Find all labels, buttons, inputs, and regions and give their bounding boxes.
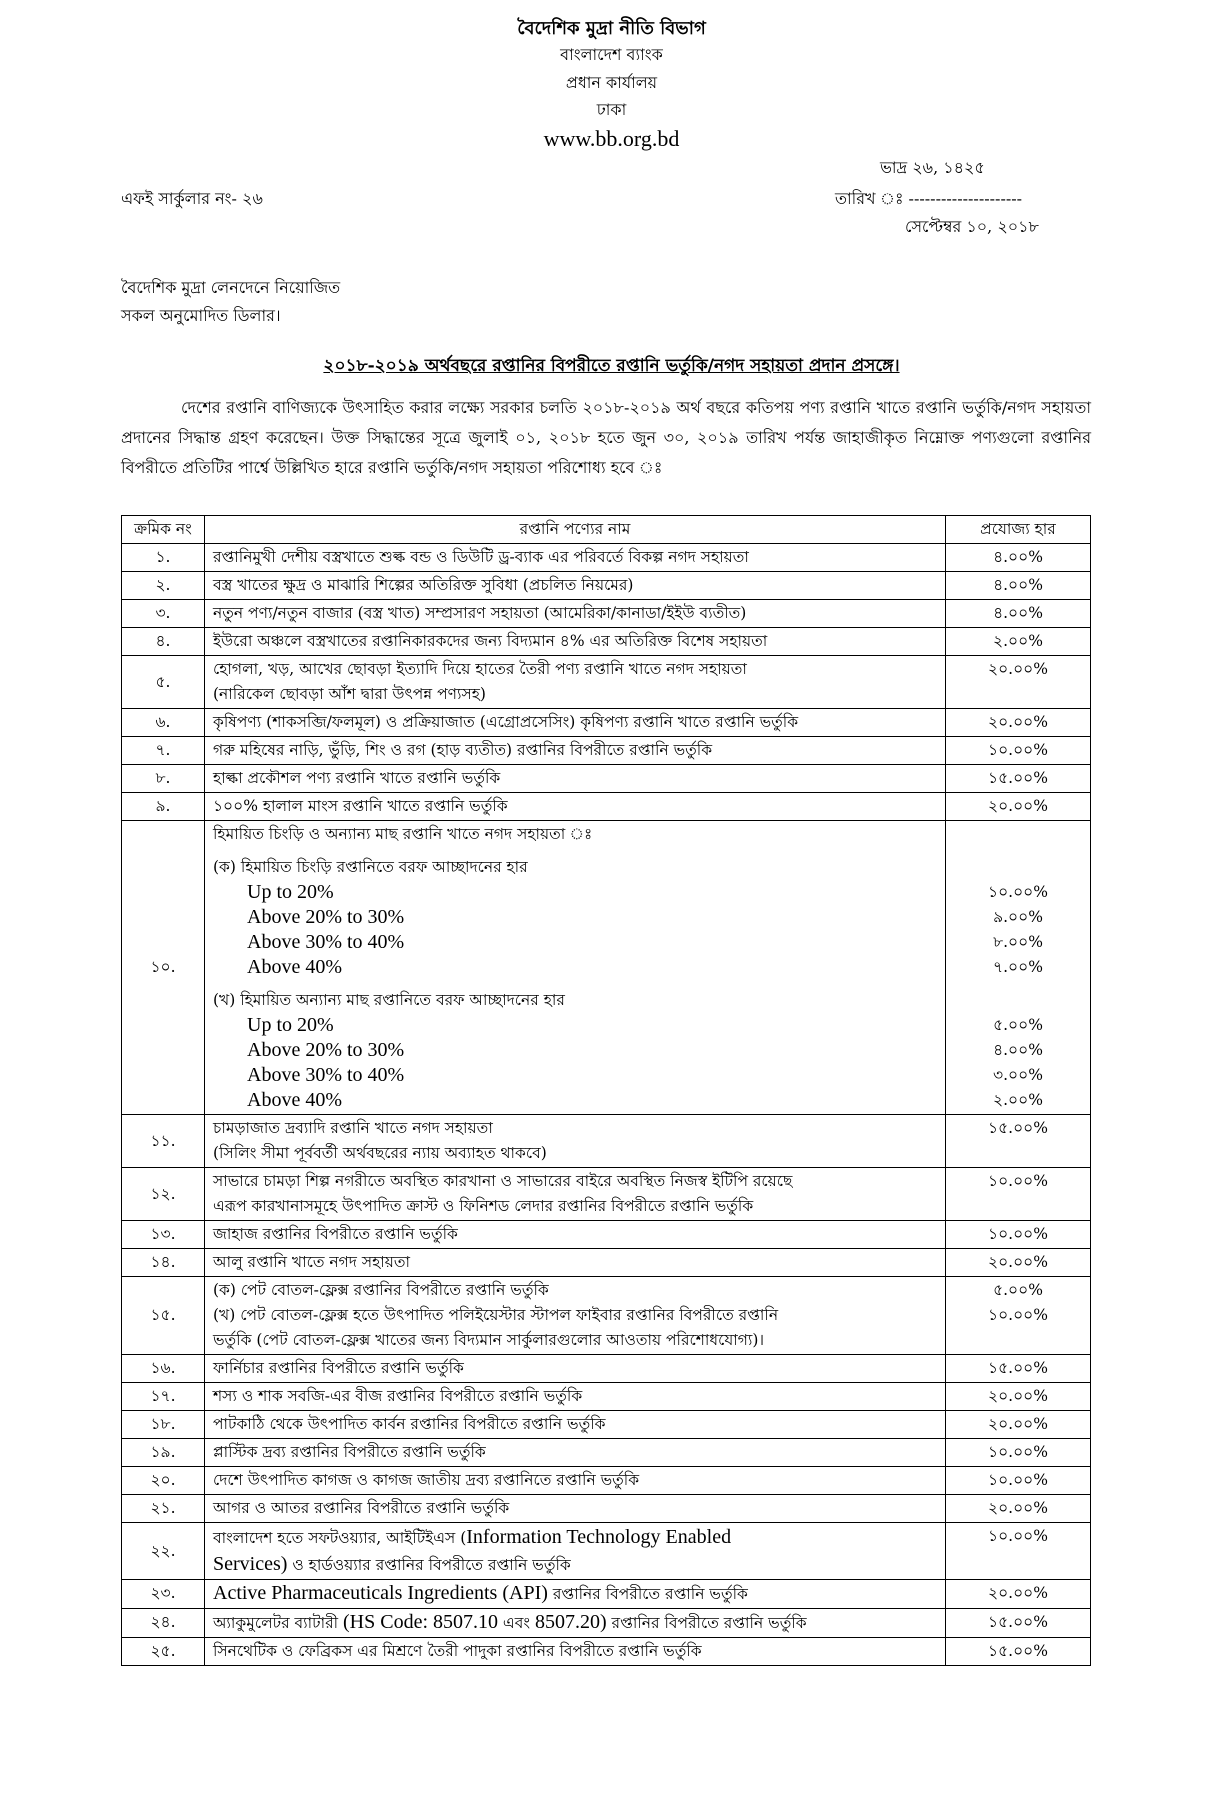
table-row [122, 765, 1091, 793]
row22-text-2-en: Services) [213, 1553, 288, 1575]
date-label: তারিখ ঃ --------------------- [835, 189, 1023, 208]
row-serial: ২. [122, 572, 205, 600]
row-product [205, 1523, 946, 1580]
head-office: প্রধান কার্যালয় [565, 73, 658, 92]
row-serial: ৪. [122, 628, 205, 656]
row-serial: ১১. [122, 1115, 205, 1168]
bank-name: বাংলাদেশ ব্যাংক [560, 45, 663, 64]
row-serial: ২২. [122, 1523, 205, 1580]
table-row [122, 656, 1091, 709]
row-serial: ২৩. [122, 1580, 205, 1609]
row-product: ১০০% হালাল মাংস রপ্তানি খাতে রপ্তানি ভর্তুকি [205, 793, 946, 821]
ice-cover-rate: ৫.০০% [993, 1016, 1043, 1034]
row-serial: ১২. [122, 1168, 205, 1221]
row-serial: ৬. [122, 709, 205, 737]
row10-a-title: (ক) হিমায়িত চিংড়ি রপ্তানিতে বরফ আচ্ছাদনের হার [213, 858, 528, 876]
table-row [122, 1495, 1091, 1523]
row22-text-1-en: Information Technology Enabled [466, 1526, 732, 1548]
row-rate: ২০.০০% [946, 793, 1091, 821]
table-row [122, 1221, 1091, 1249]
row24-text-2: এবং [498, 1614, 535, 1632]
table-row [122, 1523, 1091, 1580]
ice-cover-rate: ৩.০০% [993, 1066, 1043, 1084]
website-link[interactable]: www.bb.org.bd [543, 126, 680, 151]
row-serial: ৫. [122, 656, 205, 709]
table-row [122, 1383, 1091, 1411]
date-bangla: ভাদ্র ২৬, ১৪২৫ [880, 158, 985, 177]
date-english: সেপ্টেম্বর ১০, ২০১৮ [905, 217, 1039, 236]
row10-title: হিমায়িত চিংড়ি ও অন্যান্য মাছ রপ্তানি খাতে নগদ সহায়তা ঃ [213, 825, 593, 843]
table-row [122, 821, 1091, 1115]
row-product: নতুন পণ্য/নতুন বাজার (বস্ত্র খাত) সম্প্রসারণ সহায়তা (আমেরিকা/কানাডা/ইইউ ব্যতীত) [205, 600, 946, 628]
table-row [122, 793, 1091, 821]
row-serial: ১৩. [122, 1221, 205, 1249]
row15-item-a: (ক) পেট বোতল-ফ্লেক্স রপ্তানির বিপরীতে রপ্তানি ভর্তুকি [213, 1281, 549, 1299]
table-row [122, 544, 1091, 572]
city: ঢাকা [596, 100, 627, 119]
row10-b-items [213, 1013, 937, 1113]
table-row [122, 1638, 1091, 1666]
row-rate: ১৫.০০% [946, 1638, 1091, 1666]
ice-cover-rate: ১০.০০% [988, 883, 1048, 901]
ice-cover-label: Above 20% to 30% [247, 1039, 405, 1061]
row-product [205, 1115, 946, 1168]
row-rate: ১৫.০০% [946, 765, 1091, 793]
row24-text-2-en: 8507.20) [534, 1611, 607, 1633]
row-rate: ১০.০০% [946, 1467, 1091, 1495]
ice-cover-label: Above 30% to 40% [247, 931, 405, 953]
row24-text-1-en: (HS Code: 8507.10 [343, 1611, 498, 1633]
row-serial: ৭. [122, 737, 205, 765]
row-product-line-2: (নারিকেল ছোবড়া আঁশ দ্বারা উৎপন্ন পণ্যসহ) [213, 685, 486, 703]
table-row [122, 737, 1091, 765]
row-serial: ৩. [122, 600, 205, 628]
row-serial: ১৬. [122, 1355, 205, 1383]
row-serial: ১৮. [122, 1411, 205, 1439]
table-row [122, 1580, 1091, 1609]
row-serial: ২৪. [122, 1609, 205, 1638]
row11-line-1: চামড়াজাত দ্রব্যাদি রপ্তানি খাতে নগদ সহায়তা [213, 1119, 493, 1137]
row-product: হাল্কা প্রকৌশল পণ্য রপ্তানি খাতে রপ্তানি ভর্তুকি [205, 765, 946, 793]
ice-cover-rate: ৯.০০% [993, 908, 1043, 926]
row-product: দেশে উৎপাদিত কাগজ ও কাগজ জাতীয় দ্রব্য রপ্তানিতে রপ্তানি ভর্তুকি [205, 1467, 946, 1495]
body-paragraph: দেশের রপ্তানি বাণিজ্যকে উৎসাহিত করার লক্ষ্যে সরকার চলতি ২০১৮-২০১৯ অর্থ বছরে কতিপয় পণ্য রপ্তানি খাতে রপ্তানি ভর্তুকি/নগদ সহায়তা প্রদানের সিদ্ধান্ত গ্রহণ করেছেন। উক্ত সিদ্ধান্তের সূত্রে জুলাই ০১, ২০১৮ হতে জুন ৩০, ২০১৯ তারিখ পর্যন্ত জাহাজীকৃত নিম্নোক্ত পণ্যগুলো রপ্তানির বিপরীতে প্রতিটির পার্শ্বে উল্লিখিত হারে রপ্তানি ভর্তুকি/নগদ সহায়তা পরিশোধ্য হবে ঃ [121, 398, 1091, 477]
row-serial: ৮. [122, 765, 205, 793]
table-row [122, 1115, 1091, 1168]
row-rate [946, 1277, 1091, 1355]
row22-text-2: ও হার্ডওয়্যার রপ্তানির বিপরীতে রপ্তানি ভর্তুকি [287, 1556, 571, 1574]
table-row [122, 1277, 1091, 1355]
ice-cover-label: Above 20% to 30% [247, 906, 405, 928]
table-header-row [122, 516, 1091, 544]
row-product: বস্ত্র খাতের ক্ষুদ্র ও মাঝারি শিল্পের অতিরিক্ত সুবিধা (প্রচলিত নিয়মের) [205, 572, 946, 600]
row-product: প্লাস্টিক দ্রব্য রপ্তানির বিপরীতে রপ্তানি ভর্তুকি [205, 1439, 946, 1467]
row12-line-1: সাভারে চামড়া শিল্প নগরীতে অবস্থিত কারখানা ও সাভারের বাইরে অবস্থিত নিজস্ব ইটিপি রয়েছে [213, 1172, 793, 1190]
row-product: আলু রপ্তানি খাতে নগদ সহায়তা [205, 1249, 946, 1277]
row-rate: ২০.০০% [946, 1383, 1091, 1411]
ice-cover-rate: ২.০০% [993, 1091, 1043, 1109]
ice-cover-label: Up to 20% [247, 881, 334, 903]
addressee-line-1: বৈদেশিক মুদ্রা লেনদেনে নিয়োজিত [121, 278, 341, 297]
table-body-b [122, 1355, 1091, 1523]
row-rate: ১৫.০০% [946, 1609, 1091, 1638]
row-product [205, 1609, 946, 1638]
row-serial: ২০. [122, 1467, 205, 1495]
row-rate: ৪.০০% [946, 544, 1091, 572]
row15-item-b-cont: ভর্তুকি (পেট বোতল-ফ্লেক্স খাতের জন্য বিদ্যমান সার্কুলারগুলোর আওতায় পরিশোধযোগ্য)। [213, 1331, 764, 1349]
row-product: কৃষিপণ্য (শাকসব্জি/ফলমূল) ও প্রক্রিয়াজাত (এগ্রোপ্রসেসিং) কৃষিপণ্য রপ্তানি খাতে রপ্তানি ভর্তুকি [205, 709, 946, 737]
row-product: ফার্নিচার রপ্তানির বিপরীতে রপ্তানি ভর্তুকি [205, 1355, 946, 1383]
table-row [122, 1355, 1091, 1383]
ice-cover-rate: ৭.০০% [993, 958, 1043, 976]
office-name: বৈদেশিক মুদ্রা নীতি বিভাগ [517, 18, 706, 39]
row-rate: ৪.০০% [946, 600, 1091, 628]
row-rate: ১০.০০% [946, 1439, 1091, 1467]
row15-rate-a: ৫.০০% [993, 1281, 1043, 1299]
row-product: ইউরো অঞ্চলে বস্ত্রখাতের রপ্তানিকারকদের জন্য বিদ্যমান ৪% এর অতিরিক্ত বিশেষ সহায়তা [205, 628, 946, 656]
table-row [122, 600, 1091, 628]
subject-line: ২০১৮-২০১৯ অর্থবছরে রপ্তানির বিপরীতে রপ্তানি ভর্তুকি/নগদ সহায়তা প্রদান প্রসঙ্গে। [323, 356, 900, 376]
row-product: গরু মহিষের নাড়ি, ভুঁড়ি, শিং ও রগ (হাড় ব্যতীত) রপ্তানির বিপরীতে রপ্তানি ভর্তুকি [205, 737, 946, 765]
row-product [205, 821, 946, 1115]
row11-line-2: (সিলিং সীমা পূর্ববর্তী অর্থবছরের ন্যায় অব্যাহত থাকবে) [213, 1144, 547, 1162]
row12-line-2: এরূপ কারখানাসমূহে উৎপাদিত ক্রাস্ট ও ফিনিশড লেদার রপ্তানির বিপরীতে রপ্তানি ভর্তুকি [213, 1197, 754, 1215]
row24-text-1: অ্যাকুমুলেটর ব্যাটারী [213, 1614, 343, 1632]
row-rate [946, 821, 1091, 1115]
row-serial: ২১. [122, 1495, 205, 1523]
table-row [122, 1467, 1091, 1495]
row-product [205, 1277, 946, 1355]
row-serial: ১. [122, 544, 205, 572]
row-rate: ১০.০০% [946, 737, 1091, 765]
row-rate: ১০.০০% [946, 1221, 1091, 1249]
row-serial: ১৭. [122, 1383, 205, 1411]
row23-text: রপ্তানির বিপরীতে রপ্তানি ভর্তুকি [547, 1585, 748, 1603]
row10-b-rates [954, 1013, 1082, 1113]
row-rate: ১০.০০% [946, 1523, 1091, 1580]
row-rate: ২০.০০% [946, 656, 1091, 709]
row-rate: ১৫.০০% [946, 1115, 1091, 1168]
row15-item-b: (খ) পেট বোতল-ফ্লেক্স হতে উৎপাদিত পলিইয়েস্টার স্টাপল ফাইবার রপ্তানির বিপরীতে রপ্তানি [213, 1306, 779, 1324]
ice-cover-label: Above 40% [247, 1089, 342, 1111]
row-product: জাহাজ রপ্তানির বিপরীতে রপ্তানি ভর্তুকি [205, 1221, 946, 1249]
table-row [122, 1249, 1091, 1277]
table-row [122, 1168, 1091, 1221]
row-rate: ১০.০০% [946, 1168, 1091, 1221]
table-body-row10 [122, 821, 1091, 1355]
table-row [122, 628, 1091, 656]
row-serial: ৯. [122, 793, 205, 821]
table-row [122, 572, 1091, 600]
row-product [205, 1580, 946, 1609]
row-serial: ১৪. [122, 1249, 205, 1277]
header-rate: প্রযোজ্য হার [946, 516, 1091, 544]
row-product [205, 656, 946, 709]
subsidy-rate-table [121, 515, 1091, 1666]
ice-cover-rate: ৪.০০% [993, 1041, 1043, 1059]
table-body-a [122, 544, 1091, 821]
addressee-line-2: সকল অনুমোদিত ডিলার। [121, 306, 281, 325]
row10-a-items [213, 880, 937, 980]
table-row [122, 1411, 1091, 1439]
row22-text-1: বাংলাদেশ হতে সফটওয়্যার, আইটিইএস ( [213, 1529, 467, 1547]
row24-text-3: রপ্তানির বিপরীতে রপ্তানি ভর্তুকি [606, 1614, 807, 1632]
table-body-tail [122, 1523, 1091, 1666]
ice-cover-label: Above 40% [247, 956, 342, 978]
ice-cover-label: Up to 20% [247, 1014, 334, 1036]
row-rate: ২০.০০% [946, 1249, 1091, 1277]
row-rate: ২০.০০% [946, 1411, 1091, 1439]
row-product-line-1: হোগলা, খড়, আখের ছোবড়া ইত্যাদি দিয়ে হাতের তৈরী পণ্য রপ্তানি খাতে নগদ সহায়তা [213, 660, 747, 678]
row-rate: ২.০০% [946, 628, 1091, 656]
row-product: শস্য ও শাক সবজি-এর বীজ রপ্তানির বিপরীতে রপ্তানি ভর্তুকি [205, 1383, 946, 1411]
row-serial: ১০. [122, 821, 205, 1115]
row-serial: ২৫. [122, 1638, 205, 1666]
row15-rate-b: ১০.০০% [988, 1306, 1048, 1324]
row-product: রপ্তানিমুখী দেশীয় বস্ত্রখাতে শুল্ক বন্ড ও ডিউটি ড্র-ব্যাক এর পরিবর্তে বিকল্প নগদ সহায়তা [205, 544, 946, 572]
row10-b-title: (খ) হিমায়িত অন্যান্য মাছ রপ্তানিতে বরফ আচ্ছাদনের হার [213, 991, 565, 1009]
row-product [205, 1168, 946, 1221]
table-row [122, 1609, 1091, 1638]
row-rate: ২০.০০% [946, 1495, 1091, 1523]
row-rate: ৪.০০% [946, 572, 1091, 600]
row-serial: ১৯. [122, 1439, 205, 1467]
ice-cover-rate: ৮.০০% [993, 933, 1043, 951]
row-product: আগর ও আতর রপ্তানির বিপরীতে রপ্তানি ভর্তুকি [205, 1495, 946, 1523]
row-product: পাটকাঠি থেকে উৎপাদিত কার্বন রপ্তানির বিপরীতে রপ্তানি ভর্তুকি [205, 1411, 946, 1439]
header-serial: ক্রমিক নং [122, 516, 205, 544]
ice-cover-label: Above 30% to 40% [247, 1064, 405, 1086]
row-product: সিনথেটিক ও ফেব্রিকস এর মিশ্রণে তৈরী পাদুকা রপ্তানির বিপরীতে রপ্তানি ভর্তুকি [205, 1638, 946, 1666]
row23-text-en: Active Pharmaceuticals Ingredients (API) [213, 1582, 548, 1604]
row10-a-rates [954, 880, 1082, 980]
circular-number: এফই সার্কুলার নং- ২৬ [121, 189, 263, 208]
row-rate: ২০.০০% [946, 1580, 1091, 1609]
table-row [122, 709, 1091, 737]
row-serial: ১৫. [122, 1277, 205, 1355]
row-rate: ১৫.০০% [946, 1355, 1091, 1383]
row-rate: ২০.০০% [946, 709, 1091, 737]
table-row [122, 1439, 1091, 1467]
header-product: রপ্তানি পণ্যের নাম [205, 516, 946, 544]
